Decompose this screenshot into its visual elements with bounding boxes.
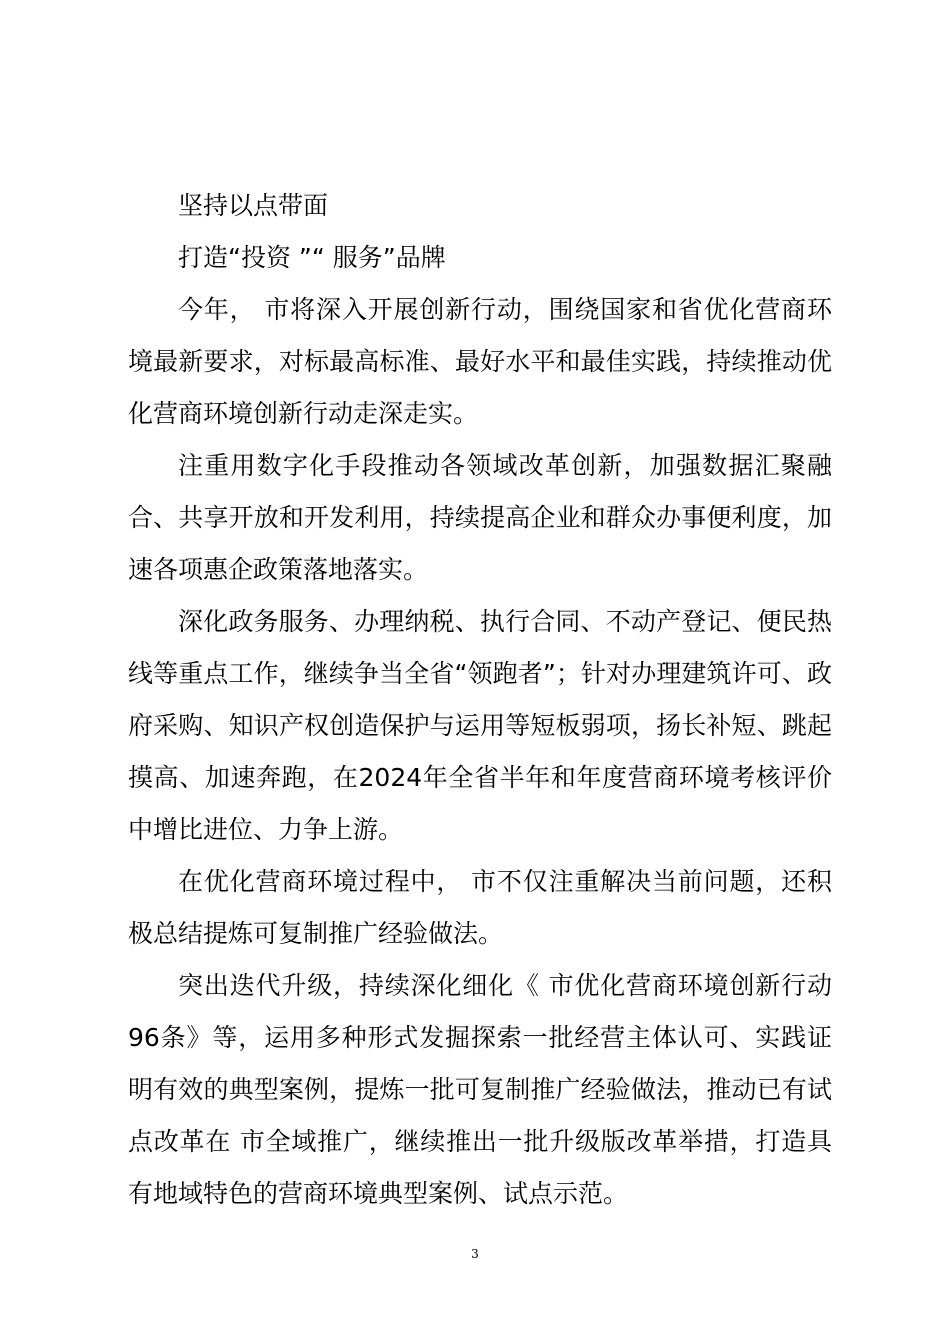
paragraph-3: 深化政务服务、办理纳税、执行合同、不动产登记、便民热线等重点工作，继续争当全省“领跑者”；针对办理建筑许可、政府采购、知识产权创造保护与运用等短板弱项，扬长补短、跳起摸高、加速奔跑，在2024年全省半年和年度营商环境考核评价中增比进位、力争上游。 [128,607,832,844]
page-number: 3 [471,1247,479,1261]
paragraph-2: 注重用数字化手段推动各领域改革创新，加强数据汇聚融合、共享开放和开发利用，持续提高企业和群众办事便利度，加速各项惠企政策落地落实。 [128,451,832,584]
paragraph-4: 在优化营商环境过程中， 市不仅注重解决当前问题，还积极总结提炼可复制推广经验做法。 [128,867,832,948]
paragraph-5: 突出迭代升级，持续深化细化《 市优化营商环境创新行动96条》等，运用多种形式发掘探索一批经营主体认可、实践证明有效的典型案例，提炼一批可复制推广经验做法，推动已有试点改革在 市全域推广，继续推出一批升级版改革举措，打造具有地域特色的营商环境典型案例、试点示范。 [128,971,832,1208]
heading-line-2: 打造“投资 ”“ 服务”品牌 [178,243,446,272]
document-body [128,180,832,1220]
heading-line-1: 坚持以点带面 [178,191,329,220]
paragraph-1: 今年， 市将深入开展创新行动，围绕国家和省优化营商环境最新要求，对标最高标准、最好水平和最佳实践，持续推动优化营商环境创新行动走深走实。 [128,295,832,428]
